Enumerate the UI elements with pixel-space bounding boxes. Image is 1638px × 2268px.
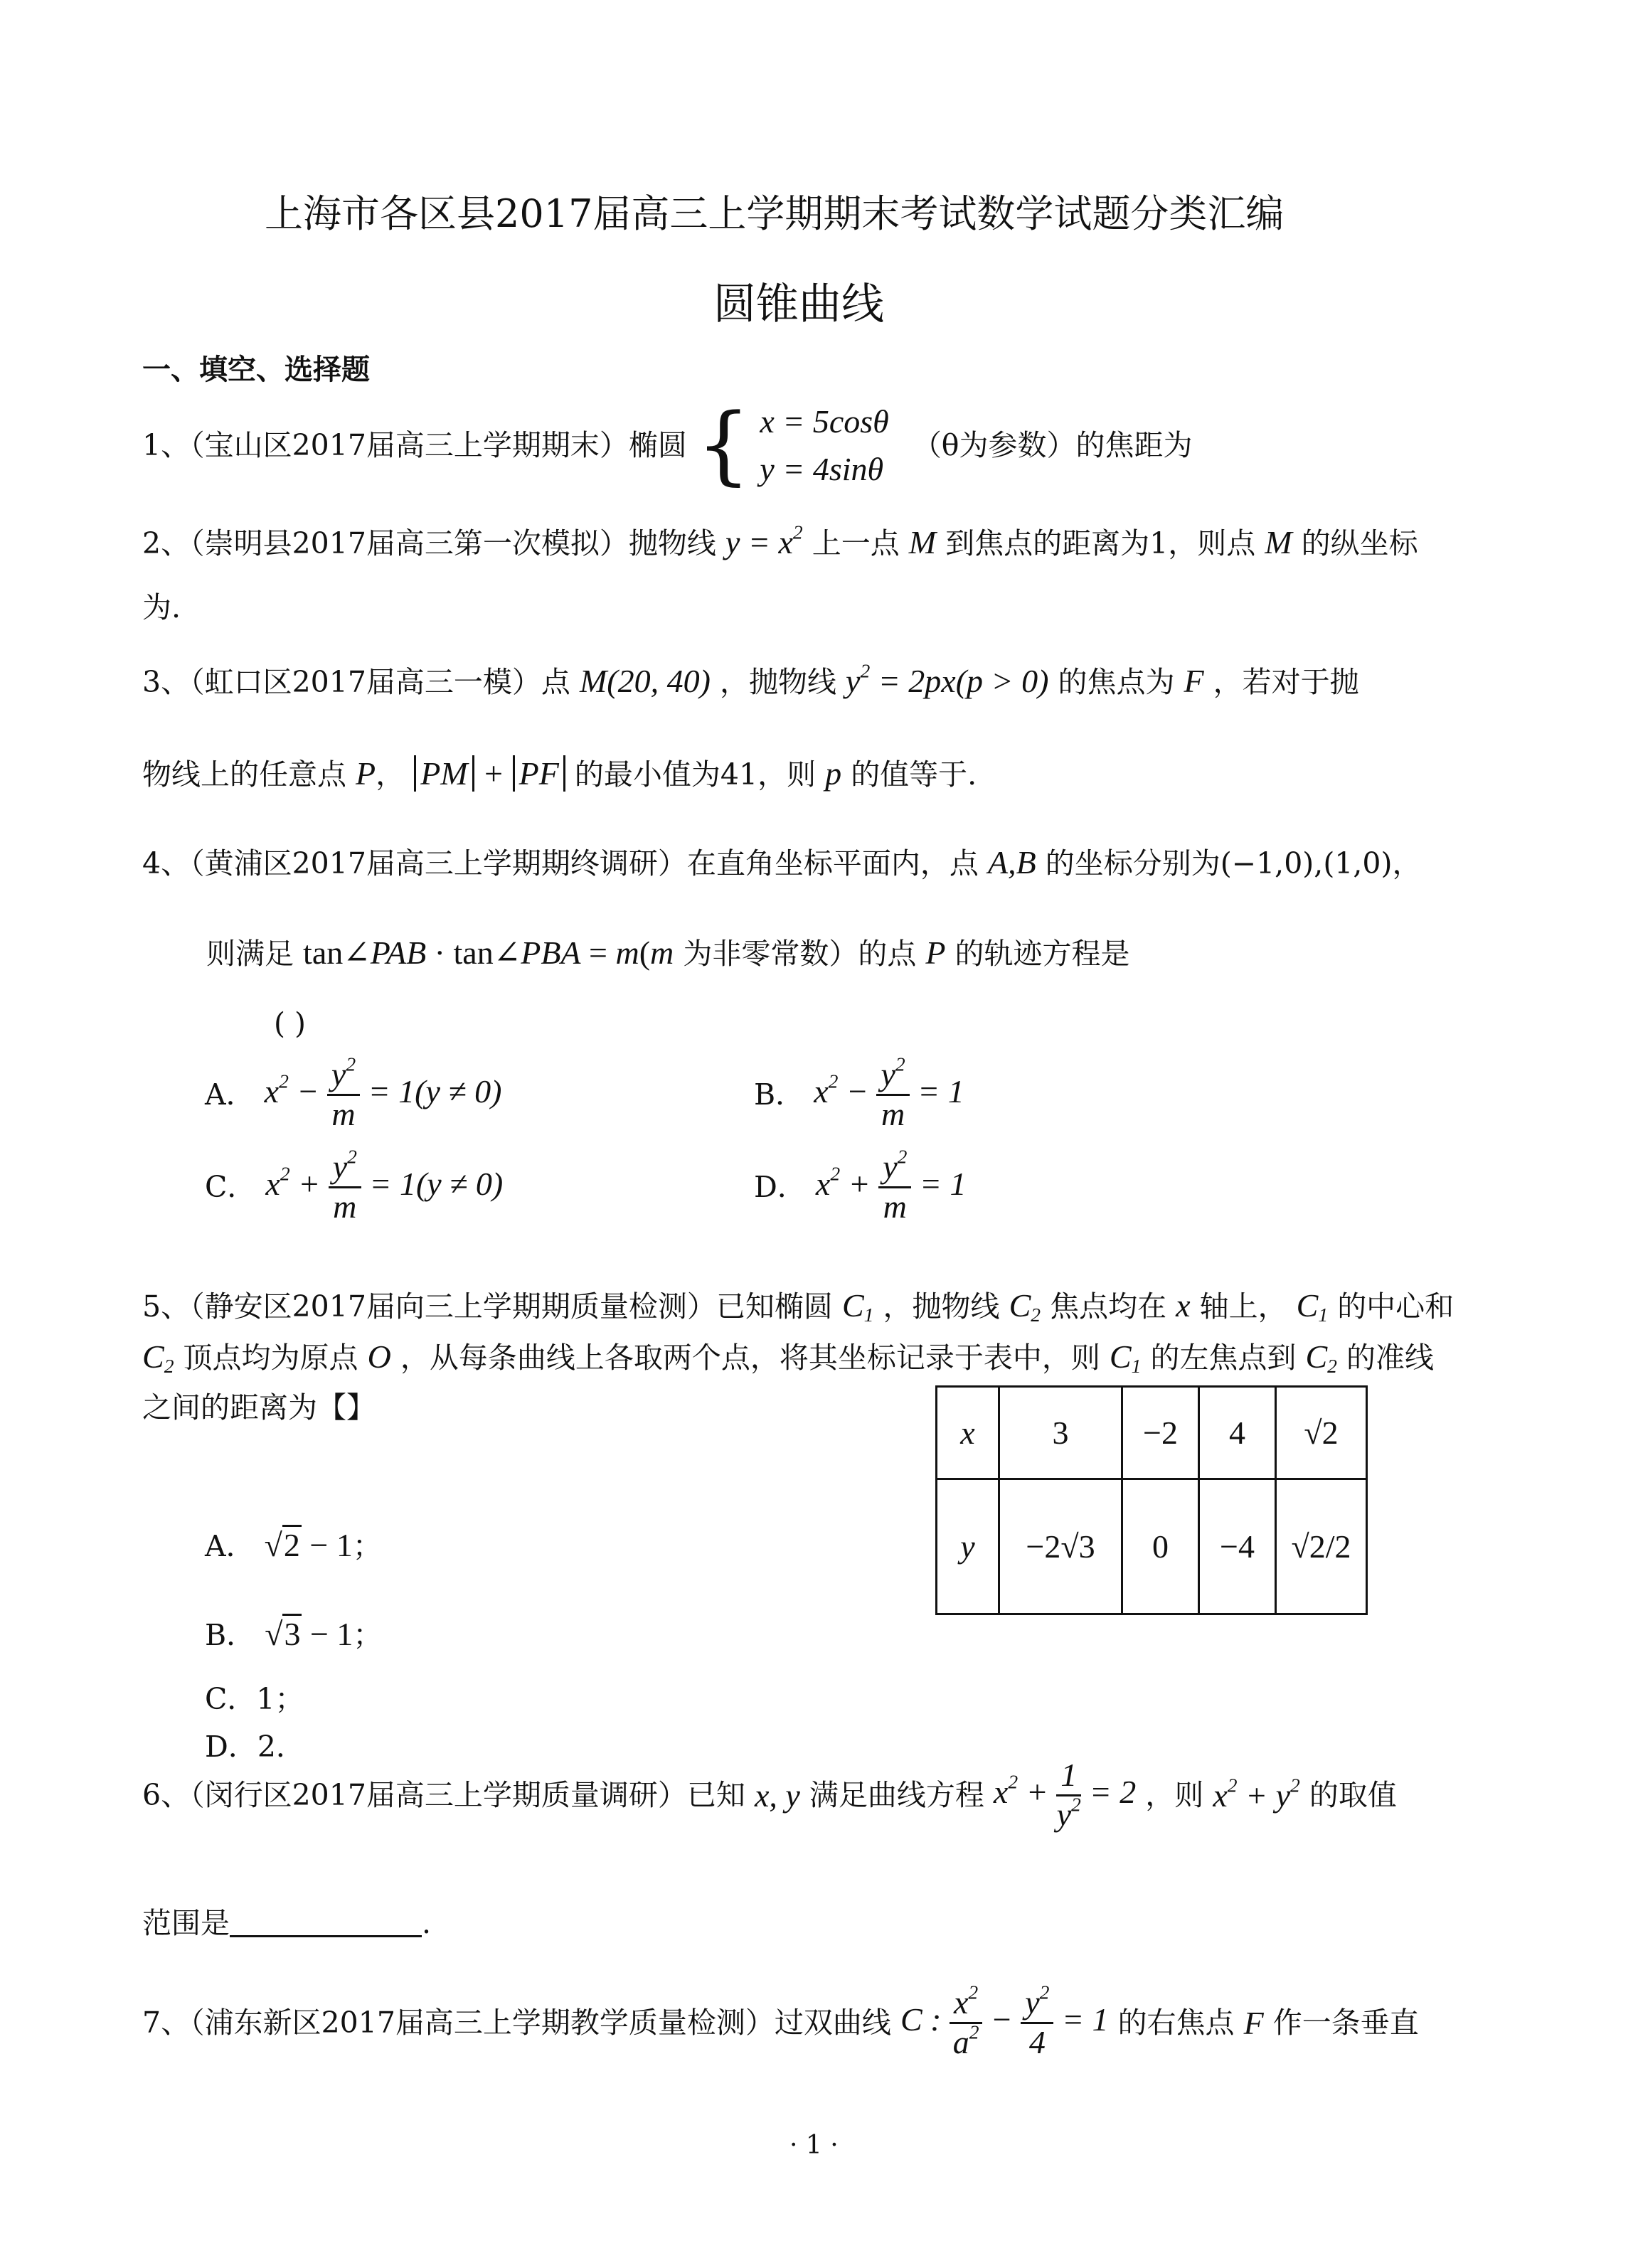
q3-text: ，抛物线 (720, 665, 836, 699)
q5-option-d: D．2． (205, 1730, 305, 1764)
q4-line2b: 为非零常数）的点 (683, 937, 917, 971)
q5-opt-a-label: A． (205, 1529, 255, 1563)
q2-prefix: 2、（崇明县2017届高三第一次模拟）抛物线 (142, 526, 716, 560)
q3-line2b: 的最小值为41，则 (574, 757, 817, 792)
q2-suffix: 的纵坐标 (1301, 526, 1418, 560)
q6-xy: x, y (754, 1777, 800, 1814)
q5-c1b: $C_1$ (1296, 1287, 1329, 1326)
q5-c1: $C_1$ (841, 1287, 874, 1326)
q2-parabola: $y = x^2$ (725, 521, 803, 560)
q5-c2c: $C_2$ (1305, 1338, 1337, 1377)
q3-line2: 物线上的任意点 P， PM + PF 的最小值为41，则 p 的值等于. (142, 755, 977, 792)
q4-line2 (206, 933, 1130, 972)
q5-c2: $C_2$ (1009, 1287, 1041, 1326)
q6-curve: $x^2$ + $\frac{1}{y^2}$ = 2 (993, 1757, 1137, 1833)
q4-answer-paren: ( ) (274, 1006, 307, 1040)
page-subtitle: 圆锥曲线 (713, 279, 884, 329)
q4-option-a (205, 1053, 502, 1134)
q5-line2c: 的左焦点到 (1150, 1341, 1297, 1375)
q3-focus: F (1184, 663, 1204, 699)
q2-line2: 为. (142, 590, 181, 624)
table-cell: 0 (1122, 1479, 1199, 1614)
q5-o: O (367, 1338, 391, 1375)
q3-suffix: ，若对于抛 (1213, 665, 1359, 699)
q6-line2-text: 范围是 (142, 1906, 230, 1940)
q4-line2c: 的轨迹方程是 (954, 937, 1130, 971)
page-number: · 1 · (789, 2131, 839, 2160)
q4-option-c (205, 1145, 504, 1227)
table-cell: √2 (1276, 1387, 1367, 1479)
question-4 (142, 843, 1422, 882)
question-1 (142, 395, 1193, 495)
table-cell: −2√3 (999, 1479, 1122, 1614)
question-7 (142, 1981, 1419, 2091)
q5-option-a: A． √2 − 1； (205, 1526, 382, 1565)
table-cell: 3 (999, 1387, 1122, 1479)
q5-x: x (1176, 1287, 1191, 1324)
q2-text: 上一点 (812, 526, 900, 560)
table-row (937, 1387, 1367, 1479)
answer-blank (230, 1906, 422, 1937)
q3-line2c: 的值等于. (851, 757, 977, 792)
q4-opt-d-expr: $x^2$ + $\frac{y^2}{m}$ = 1 (815, 1145, 967, 1225)
q4-opt-c-expr: $x^2$ + $\frac{y^2}{m}$ = 1(y ≠ 0) (265, 1145, 504, 1225)
q1-eq2: y = 4sinθ (760, 450, 884, 487)
q1-system (760, 398, 888, 493)
q5-line1c: 焦点均在 (1050, 1289, 1167, 1324)
table-cell: x (937, 1387, 999, 1479)
q4-opt-a-expr: $x^2$ − $\frac{y^2}{m}$ = 1(y ≠ 0) (264, 1053, 502, 1132)
q4-option-b (754, 1053, 964, 1134)
section-heading: 一、填空、选择题 (142, 353, 370, 386)
q5-opt-b-expr: √3 − 1 (265, 1616, 353, 1652)
question-3 (142, 661, 1359, 701)
q1-brace: { (696, 395, 751, 495)
q5-opt-a-expr: √2 − 1 (265, 1527, 353, 1563)
question-5 (142, 1286, 1454, 1325)
q4-line1b: 的坐标分别为(−1,0),(1,0)， (1045, 846, 1422, 880)
table-cell: −2 (1122, 1387, 1199, 1479)
q3-abs-sum: PM + PF (414, 755, 565, 792)
q5-line2a: 顶点均为原点 (183, 1341, 358, 1375)
q5-option-b: B． √3 − 1； (205, 1614, 382, 1654)
q5-data-table (935, 1385, 1368, 1615)
q5-line2b: ，从每条曲线上各取两个点，将其坐标记录于表中，则 (400, 1341, 1100, 1375)
q1-suffix: （θ为参数）的焦距为 (912, 428, 1193, 463)
q4-opt-d-label: D． (754, 1169, 807, 1204)
table-cell: −4 (1199, 1479, 1276, 1614)
page-title: 上海市各区县2017届高三上学期期末考试数学试题分类汇编 (265, 191, 1285, 236)
q2-point-m: M (908, 524, 937, 560)
q6-suffix: 的取值 (1309, 1777, 1397, 1812)
q3-prefix: 3、（虹口区2017届高三一模）点 (142, 665, 570, 699)
q4-opt-b-expr: $x^2$ − $\frac{y^2}{m}$ = 1 (814, 1053, 964, 1132)
q6-line2-end: . (422, 1906, 432, 1940)
q4-points-ab: A,B (987, 844, 1036, 880)
q4-line2a: 则满足 (206, 937, 294, 971)
q4-line1: 4、（黄浦区2017届高三上学期期终调研）在直角坐标平面内，点 (142, 846, 979, 880)
table-cell: √2/2 (1276, 1479, 1367, 1614)
q7-suffix2: 作一条垂直 (1272, 2005, 1419, 2040)
q5-line1d: 轴上， (1199, 1289, 1287, 1324)
q4-opt-b-label: B． (754, 1077, 805, 1112)
q3-line2a: 物线上的任意点 (142, 757, 346, 792)
q6-prefix: 6、（闵行区2017届高三上学期质量调研）已知 (142, 1777, 745, 1812)
q3-parabola: $y^2 = 2px(p > 0)$ (846, 659, 1049, 699)
q5-line1b: ，抛物线 (883, 1289, 1000, 1324)
q5-c2b: $C_2$ (142, 1338, 174, 1377)
q1-eq1: x = 5cosθ (760, 403, 889, 440)
question-6 (142, 1757, 1397, 1863)
q5-line2d: 的准线 (1346, 1341, 1435, 1375)
q5-opt-b-label: B． (205, 1618, 256, 1652)
q2-point-m2: M (1265, 524, 1292, 560)
q3-p: p (825, 755, 842, 792)
q5-line1a: 5、（静安区2017届向三上学期期质量检测）已知椭圆 (142, 1289, 833, 1324)
table-cell: y (937, 1479, 999, 1614)
q5-option-c: C．1； (205, 1682, 304, 1716)
q7-prefix: 7、（浦东新区2017届高三上学期教学质量检测）过双曲线 (142, 2005, 891, 2040)
q7-suffix: 的右焦点 (1117, 2005, 1235, 2040)
q6-target: $x^2 + y^2$ (1213, 1774, 1300, 1814)
q5-line3: 之间的距离为【】 (142, 1390, 376, 1425)
q4-point-p: P (925, 935, 946, 971)
q1-prefix: 1、（宝山区2017届高三上学期期末）椭圆 (142, 428, 687, 463)
q4-condition: tan∠PAB · tan∠PBA = m(m (303, 935, 674, 971)
q4-option-d (754, 1145, 967, 1227)
table-cell: 4 (1199, 1387, 1276, 1479)
q7-hyperbola: C : $\frac{x^2}{a^2}$ − $\frac{y^2}{4}$ = 1 (900, 1981, 1109, 2060)
q6-line2 (142, 1906, 431, 1941)
q2-text2: 到焦点的距离为1，则点 (945, 526, 1256, 560)
q3-text2: 的焦点为 (1058, 665, 1175, 699)
q5-line2 (142, 1337, 1434, 1376)
q4-opt-c-label: C． (205, 1169, 257, 1204)
q7-focus: F (1243, 2004, 1264, 2041)
q3-point: M(20, 40) (579, 663, 711, 699)
q5-c1c: $C_1$ (1109, 1338, 1142, 1377)
q4-opt-a-label: A． (205, 1077, 255, 1112)
table-row (937, 1479, 1367, 1614)
q6-mid: 满足曲线方程 (809, 1777, 984, 1812)
question-2 (142, 523, 1418, 562)
q3-point-p: P (356, 755, 376, 792)
q5-line1e: 的中心和 (1337, 1289, 1454, 1324)
q6-mid2: ，则 (1145, 1777, 1204, 1812)
